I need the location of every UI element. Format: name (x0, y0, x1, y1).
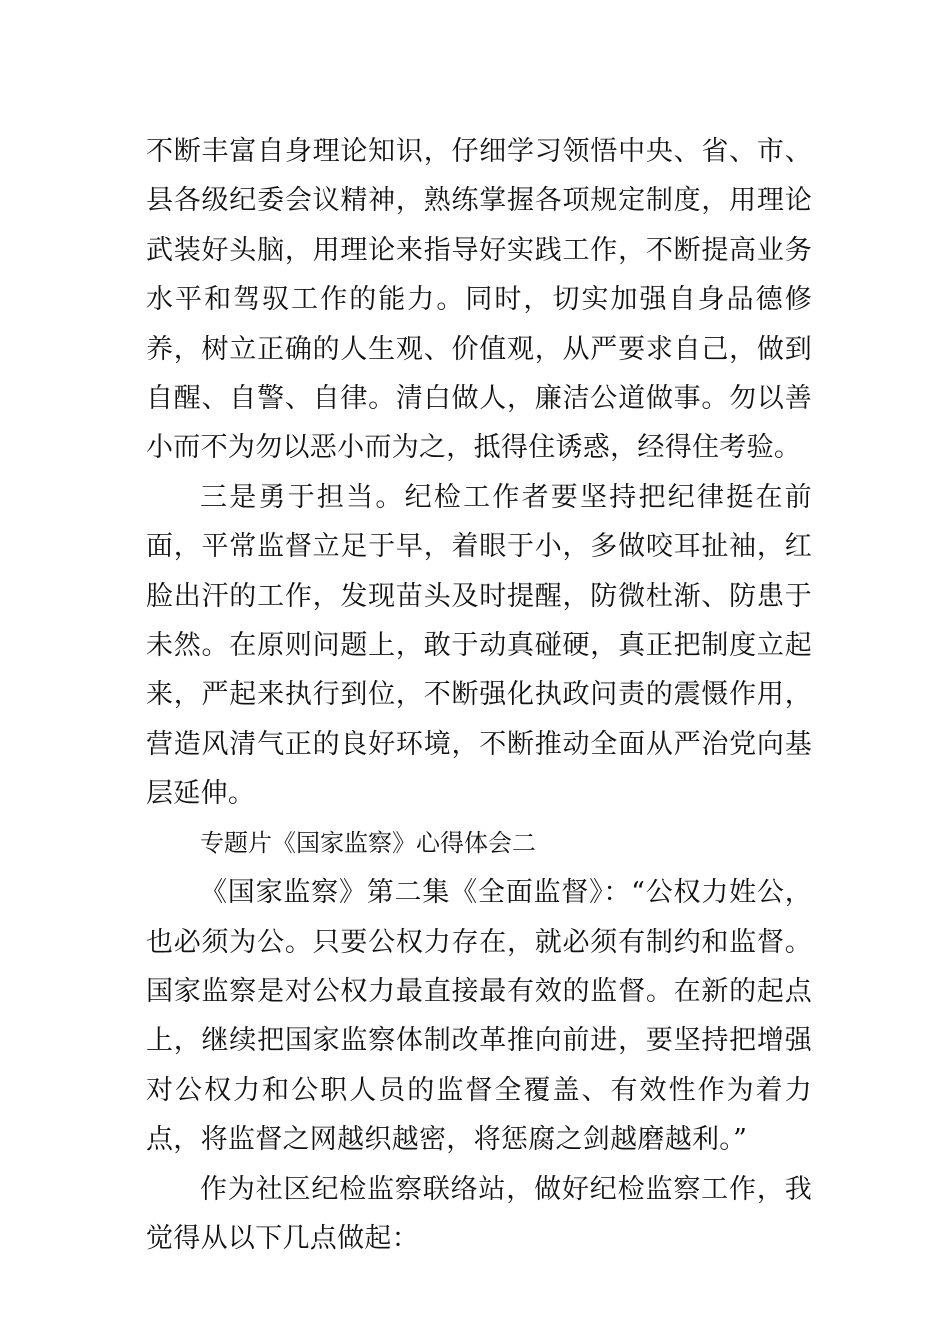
body-paragraph-intro: 作为社区纪检监察联络站，做好纪检监察工作，我觉得从以下几点做起： (146, 1173, 812, 1254)
body-paragraph-third-point: 三是勇于担当。纪检工作者要坚持把纪律挺在前面，平常监督立足于早，着眼于小，多做咬耳扯袖，红脸出汗的工作，发现苗头及时提醒，防微杜渐、防患于未然。在原则问题上，敢于动真碰硬，真正把制度立起来，严起来执行到位，不断强化执政问责的震慑作用，营造风清气正的良好环境，不断推动全面从严治党向基层延伸。 (146, 481, 812, 810)
body-paragraph-continuation: 不断丰富自身理论知识，仔细学习领悟中央、省、市、县各级纪委会议精神，熟练掌握各项规定制度，用理论武装好头脑，用理论来指导好实践工作，不断提高业务水平和驾驭工作的能力。同时，切实加强自身品德修养，树立正确的人生观、价值观，从严要求自己，做到自醒、自警、自律。清白做人，廉洁公道做事。勿以善小而不为勿以恶小而为之，抵得住诱惑，经得住考验。 (146, 136, 812, 464)
body-paragraph-quote: 《国家监察》第二集《全面监督》：“公权力姓公，也必须为公。只要公权力存在，就必须有制约和监督。国家监察是对公权力最直接最有效的监督。在新的起点上，继续把国家监察体制改革推向前进，要坚持把增强对公权力和公职人员的监督全覆盖、有效性作为着力点，将监督之网越织越密，将惩腐之剑越磨越利。” (146, 877, 812, 1156)
section-subtitle: 专题片《国家监察》心得体会二 (200, 828, 536, 857)
document-body (146, 127, 812, 1263)
